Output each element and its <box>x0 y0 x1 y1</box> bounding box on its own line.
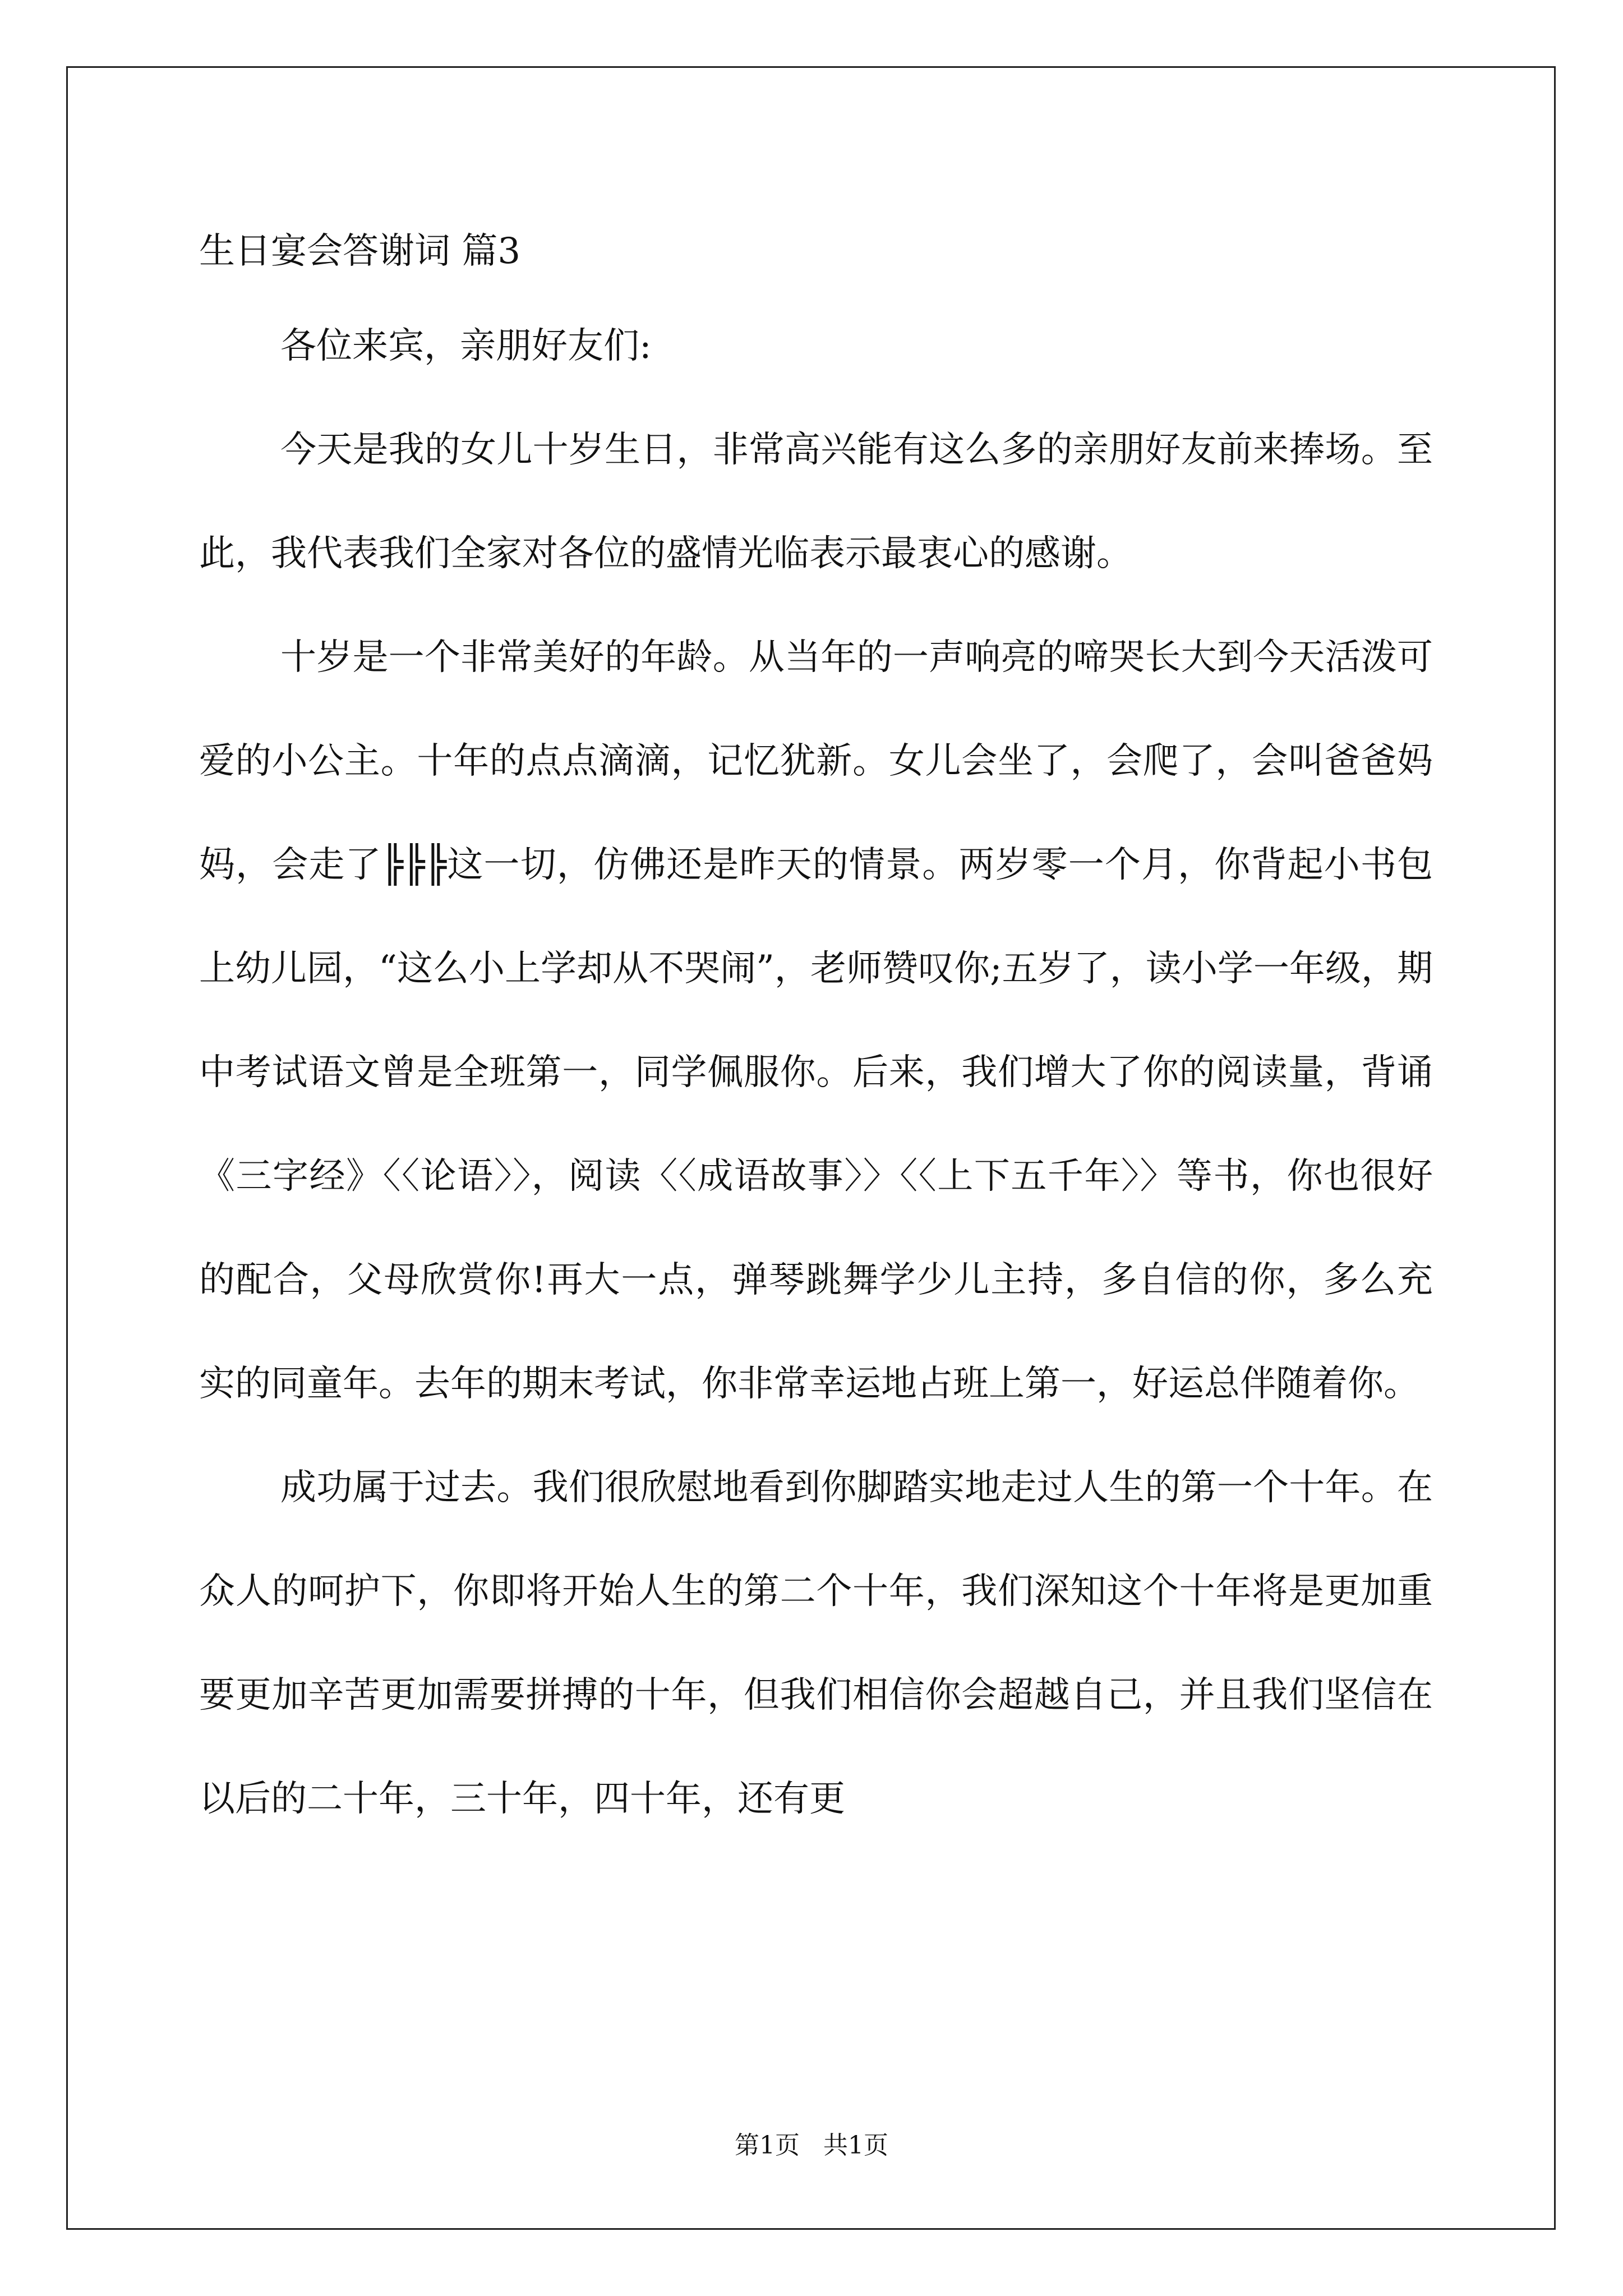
paragraph-growth: 十岁是一个非常美好的年龄。从当年的一声响亮的啼哭长大到今天活泼可爱的小公主。十年的点点滴滴，记忆犹新。女儿会坐了，会爬了，会叫爸爸妈妈，会走了╠╠╠这一切，仿佛还是昨天的情景。两岁零一个月，你背起小书包上幼儿园，“这么小上学却从不哭闹”，老师赞叹你;五岁了，读小学一年级，期中考试语文曾是全班第一，同学佩服你。后来，我们增大了你的阅读量，背诵《三字经》〈〈论语〉〉，阅读〈〈成语故事〉〉〈〈上下五千年〉〉等书，你也很好的配合，父母欣赏你!再大一点，弹琴跳舞学少儿主持，多自信的你，多么充实的同童年。去年的期末考试，你非常幸运地占班上第一，好运总伴随着你。 <box>199 637 1433 1405</box>
document-title: 生日宴会答谢词 篇3 <box>199 231 521 272</box>
paragraph-thanks: 今天是我的女儿十岁生日，非常高兴能有这么多的亲朋好友前来捧场。至此，我代表我们全家对各位的盛情光临表示最衷心的感谢。 <box>199 429 1433 574</box>
document-body <box>199 295 1433 1851</box>
page-footer: 第1页 共1页 <box>735 2131 888 2160</box>
paragraph-greeting: 各位来宾，亲朋好友们: <box>280 325 652 367</box>
paragraph-future: 成功属于过去。我们很欣慰地看到你脚踏实地走过人生的第一个十年。在众人的呵护下，你即将开始人生的第二个十年，我们深知这个十年将是更加重要更加辛苦更加需要拼搏的十年，但我们相信你会超越自己，并且我们坚信在以后的二十年，三十年，四十年，还有更 <box>199 1467 1433 1820</box>
